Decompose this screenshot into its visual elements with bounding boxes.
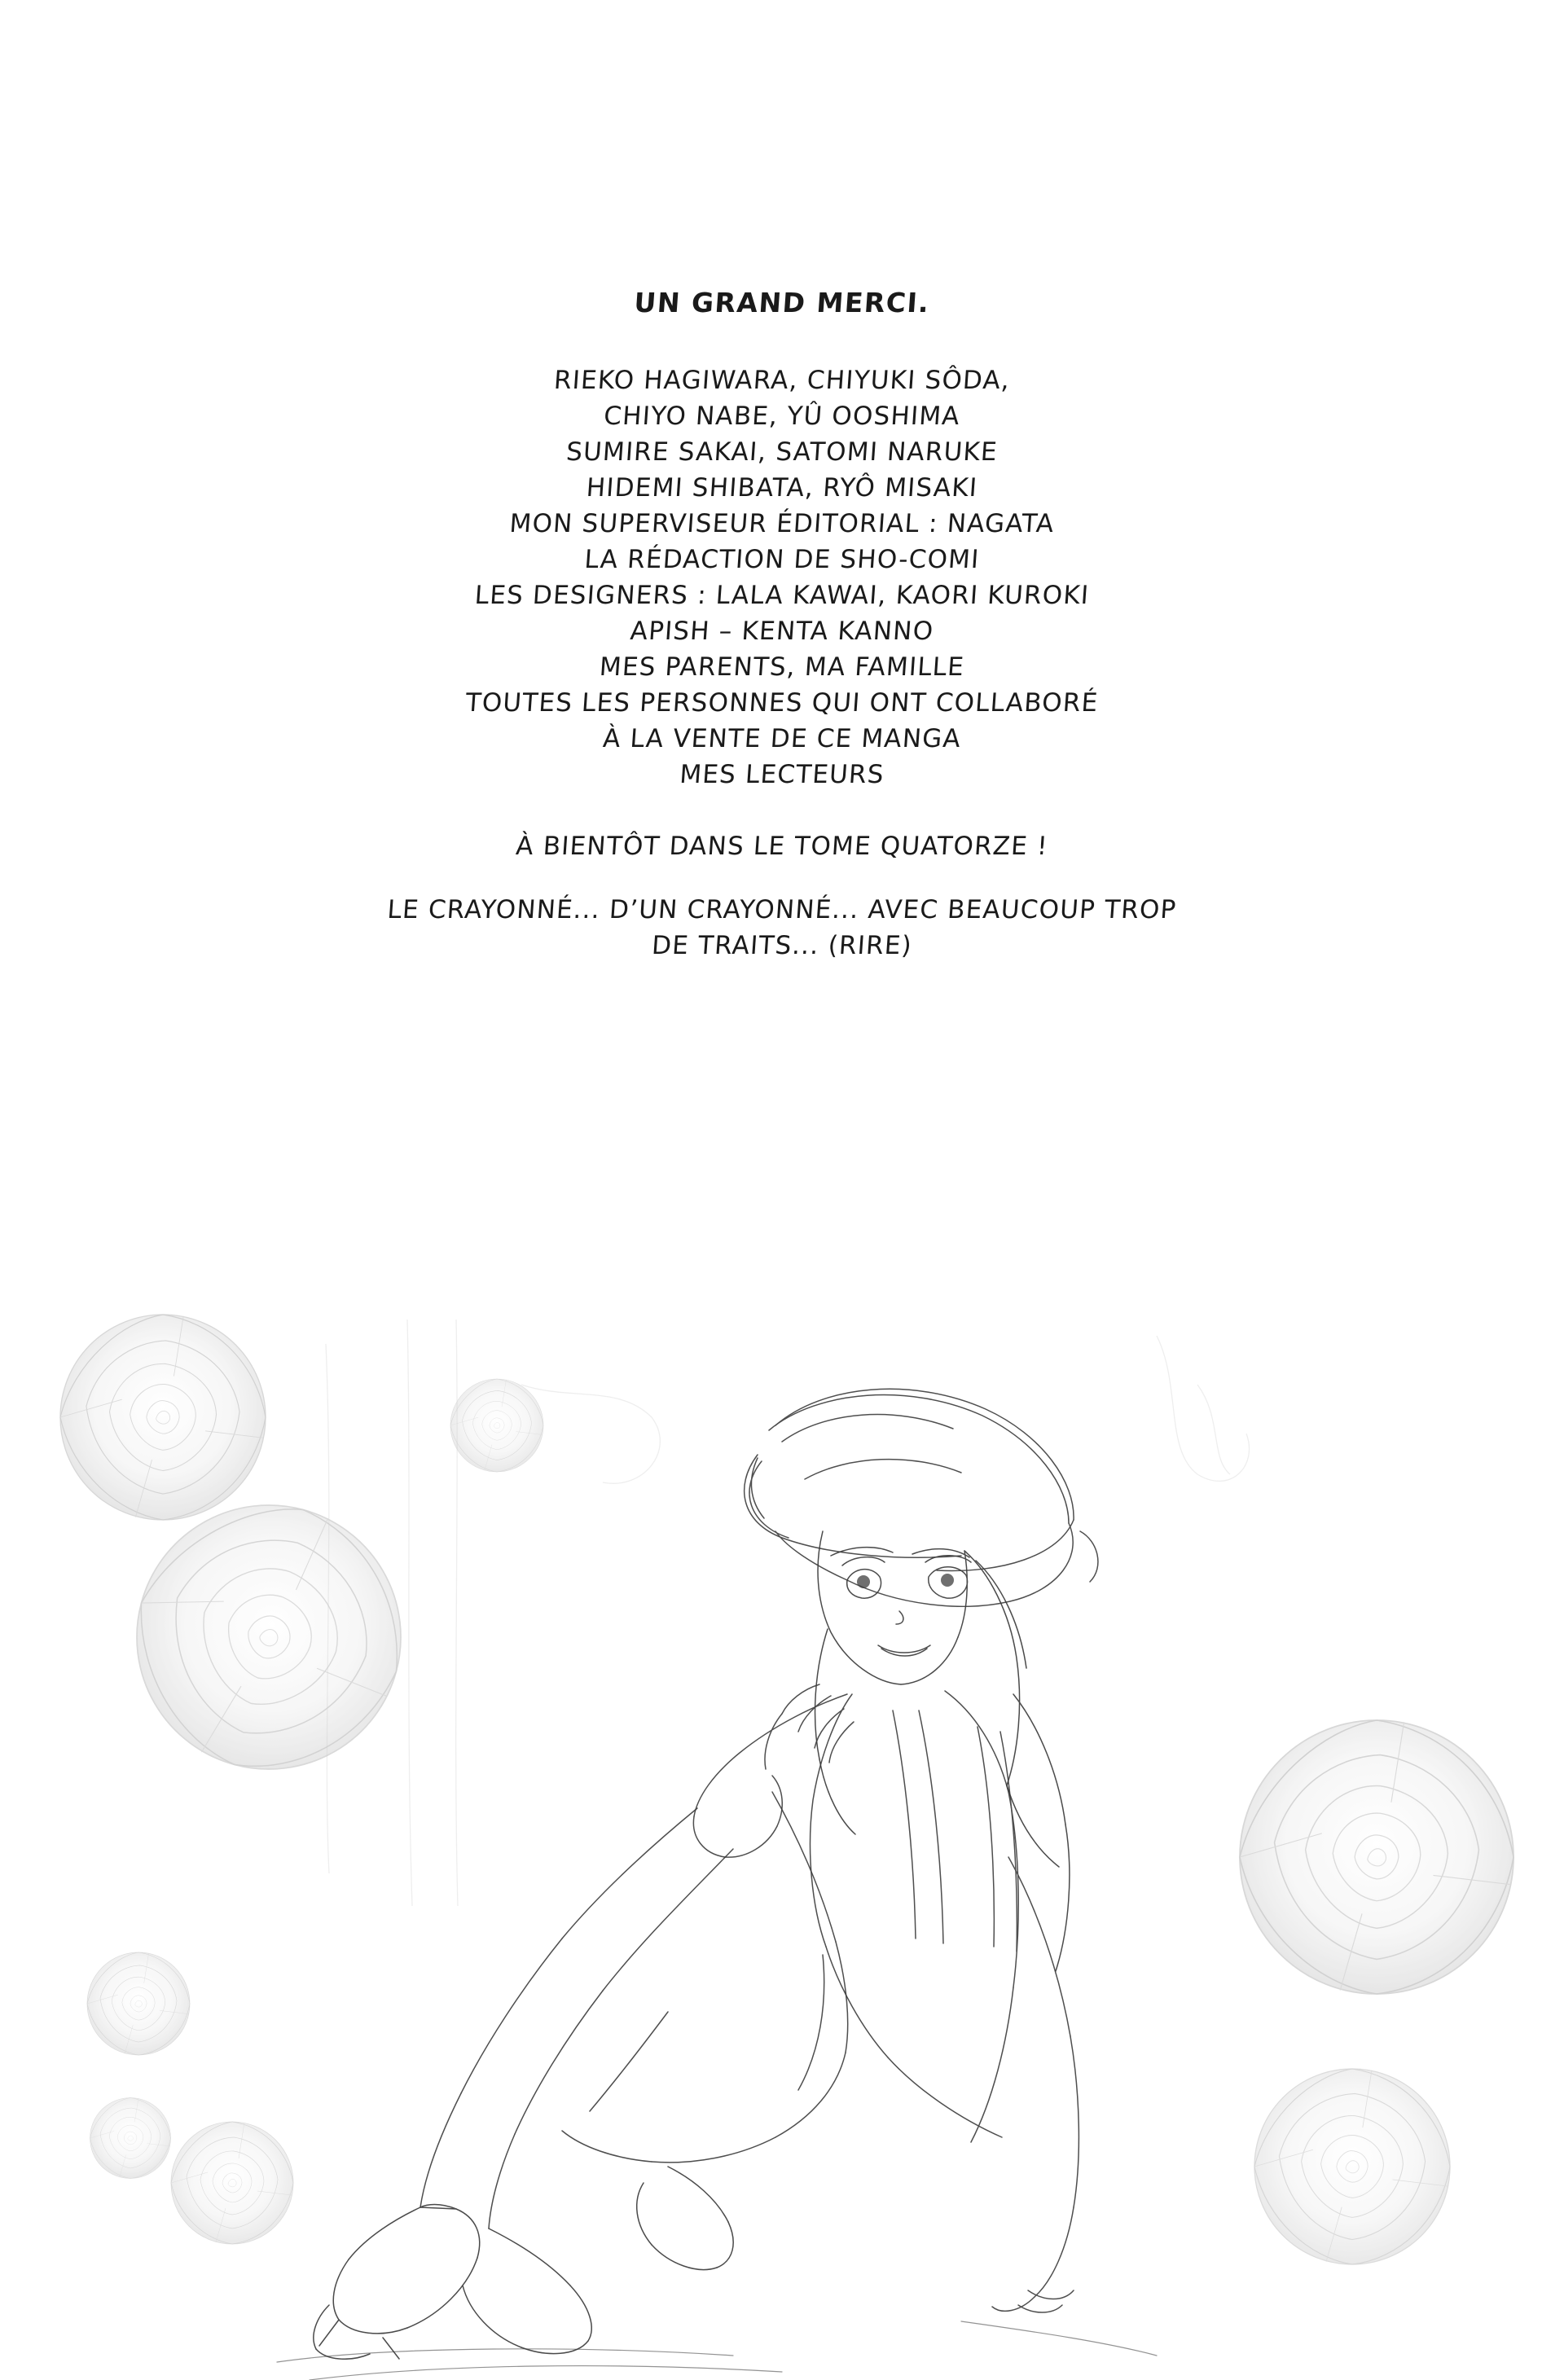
credits-block [0,287,1564,964]
body-sketch [693,1684,1079,2312]
credits-line: MON SUPERVISEUR ÉDITORIAL : NAGATA [508,509,1056,538]
credits-line: MES LECTEURS [679,760,885,789]
credits-line: MES PARENTS, MA FAMILLE [598,652,966,682]
credits-line: LES DESIGNERS : LALA KAWAI, KAORI KUROKI [473,581,1091,610]
credits-line: RIEKO HAGIWARA, CHIYUKI SÔDA, [552,366,1012,395]
credits-title: UN GRAND MERCI. [633,287,931,318]
credits-line: LA RÉDACTION DE SHO-COMI [583,545,981,574]
credits-note-line: LE CRAYONNÉ... D’UN CRAYONNÉ... AVEC BEAUCOUP TROP [386,895,1178,924]
credits-closing: À BIENTÔT DANS LE TOME QUATORZE ! [515,832,1049,861]
spacer [0,793,1564,828]
girl-sketch [0,1287,1564,2380]
credits-line: HIDEMI SHIBATA, RYÔ MISAKI [585,473,979,503]
hat-sketch [745,1389,1098,1606]
credits-line: CHIYO NABE, YÛ OOSHIMA [603,402,961,431]
shoes-sketch [314,2167,733,2359]
artwork-illustration [0,1287,1564,2380]
spacer [0,864,1564,892]
credits-note-line: DE TRAITS... (RIRE) [650,931,914,960]
ground-lines [277,2321,1157,2380]
credits-line: APISH – KENTA KANNO [629,617,935,646]
legs-sketch [420,1792,848,2229]
credits-line: À LA VENTE DE CE MANGA [601,724,963,753]
credits-line: TOUTES LES PERSONNES QUI ONT COLLABORÉ [464,688,1100,718]
credits-line: SUMIRE SAKAI, SATOMI NARUKE [565,437,999,467]
